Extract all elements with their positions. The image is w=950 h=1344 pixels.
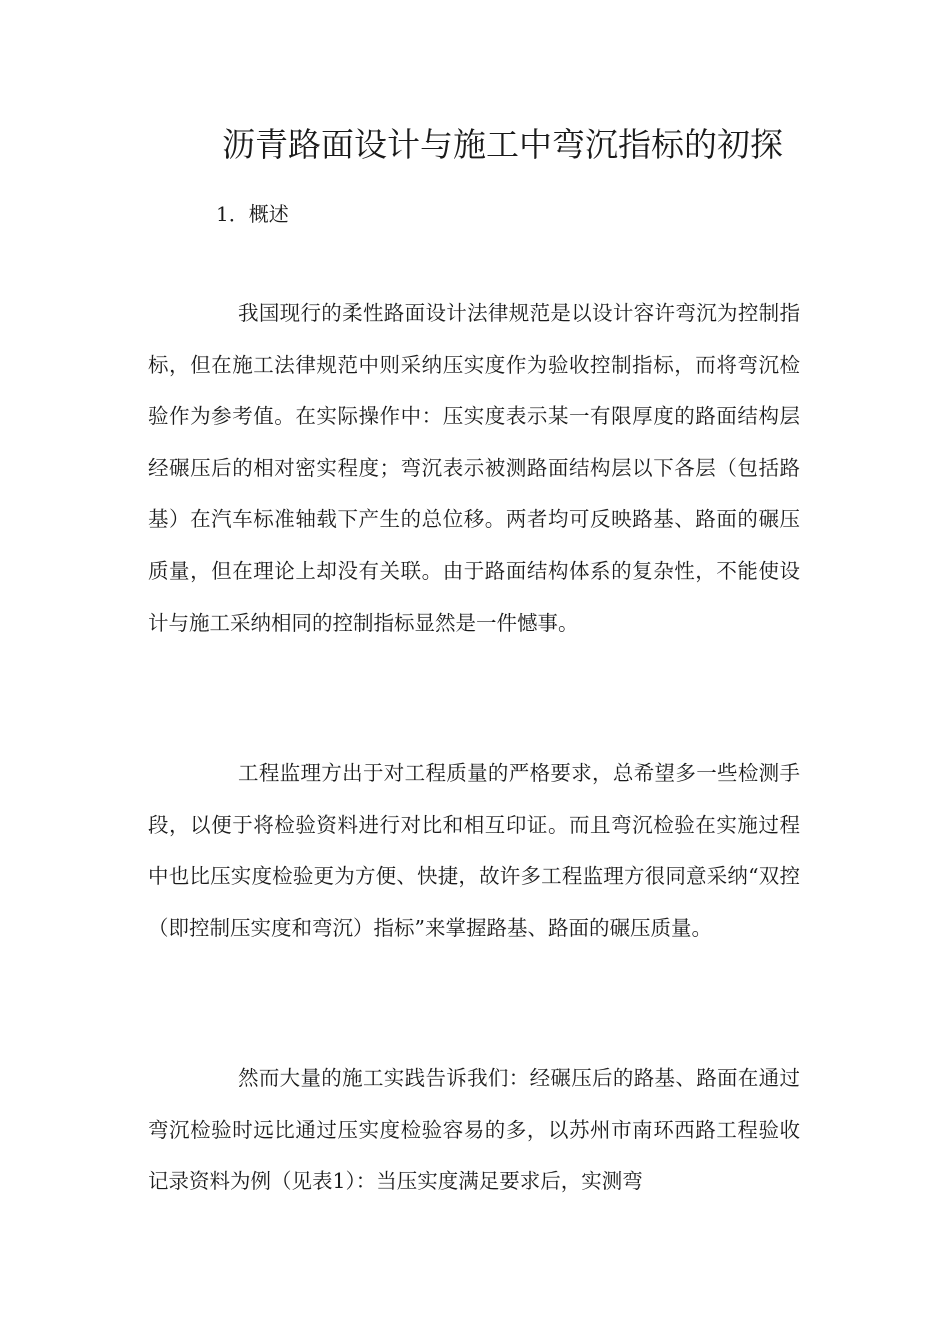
body-paragraph: 然而大量的施工实践告诉我们：经碾压后的路基、路面在通过弯沉检验时远比通过压实度检验容易的多，以苏州市南环西路工程验收记录资料为例（见表1）：当压实度满足要求后，实测弯 <box>148 1066 800 1194</box>
document-title: 沥青路面设计与施工中弯沉指标的初探 <box>222 125 783 164</box>
section-heading-overview: 1．概述 <box>216 202 289 226</box>
body-paragraph: 工程监理方出于对工程质量的严格要求，总希望多一些检测手段，以便于将检验资料进行对比和相互印证。而且弯沉检验在实施过程中也比压实度检验更为方便、快捷，故许多工程监理方很同意采纳“双控（即控制压实度和弯沉）指标”来掌握路基、路面的碾压质量。 <box>148 761 800 940</box>
body-paragraph: 我国现行的柔性路面设计法律规范是以设计容许弯沉为控制指标，但在施工法律规范中则采纳压实度作为验收控制指标，而将弯沉检验作为参考值。在实际操作中：压实度表示某一有限厚度的路面结构层经碾压后的相对密实程度；弯沉表示被测路面结构层以下各层（包括路基）在汽车标准轴载下产生的总位移。两者均可反映路基、路面的碾压质量，但在理论上却没有关联。由于路面结构体系的复杂性，不能使设计与施工采纳相同的控制指标显然是一件憾事。 <box>148 301 800 635</box>
